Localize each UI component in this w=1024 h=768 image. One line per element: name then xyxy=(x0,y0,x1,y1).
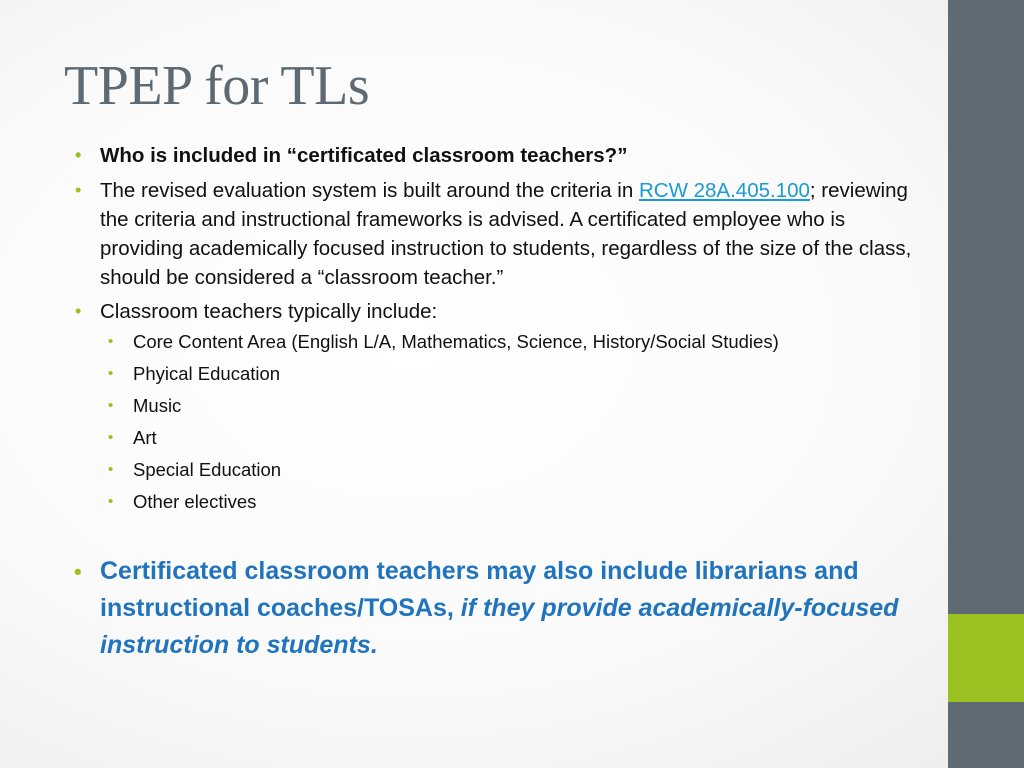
bullet-criteria xyxy=(74,176,934,292)
sub-item-music: • Music xyxy=(107,390,934,421)
slide-content xyxy=(74,141,934,664)
bullet-highlight xyxy=(74,553,934,664)
sub-item-art: • Art xyxy=(107,422,934,453)
sub-item-physical-education: • Phyical Education xyxy=(107,358,934,389)
side-accent-decoration xyxy=(948,614,1024,702)
sub-item-core-content: • Core Content Area (English L/A, Mathematics, Science, History/Social Studies) xyxy=(107,326,934,357)
bullet-question: • Who is included in “certificated classroom teachers?” xyxy=(74,141,934,170)
bullet-typically-include: • Classroom teachers typically include: xyxy=(74,297,934,326)
sub-item-special-education: • Special Education xyxy=(107,454,934,485)
rcw-link[interactable]: RCW 28A.405.100 xyxy=(638,179,810,202)
highlight-main-text: Certificated classroom teachers may also include librarians and instructional coaches/TOSAs, xyxy=(100,557,859,622)
criteria-text-after: ; reviewing the criteria and instructional frameworks is advised. A certificated employee who is providing academically focused instruction to students, regardless of the size of the class, should be considered a “classroom teacher.” xyxy=(100,179,912,289)
slide-title: TPEP for TLs xyxy=(64,55,370,117)
criteria-text-before: The revised evaluation system is built around the criteria in xyxy=(100,179,639,202)
highlight-italic-text: if they provide academically-focused instruction to students. xyxy=(100,594,899,659)
sub-item-other-electives: • Other electives xyxy=(107,486,934,517)
